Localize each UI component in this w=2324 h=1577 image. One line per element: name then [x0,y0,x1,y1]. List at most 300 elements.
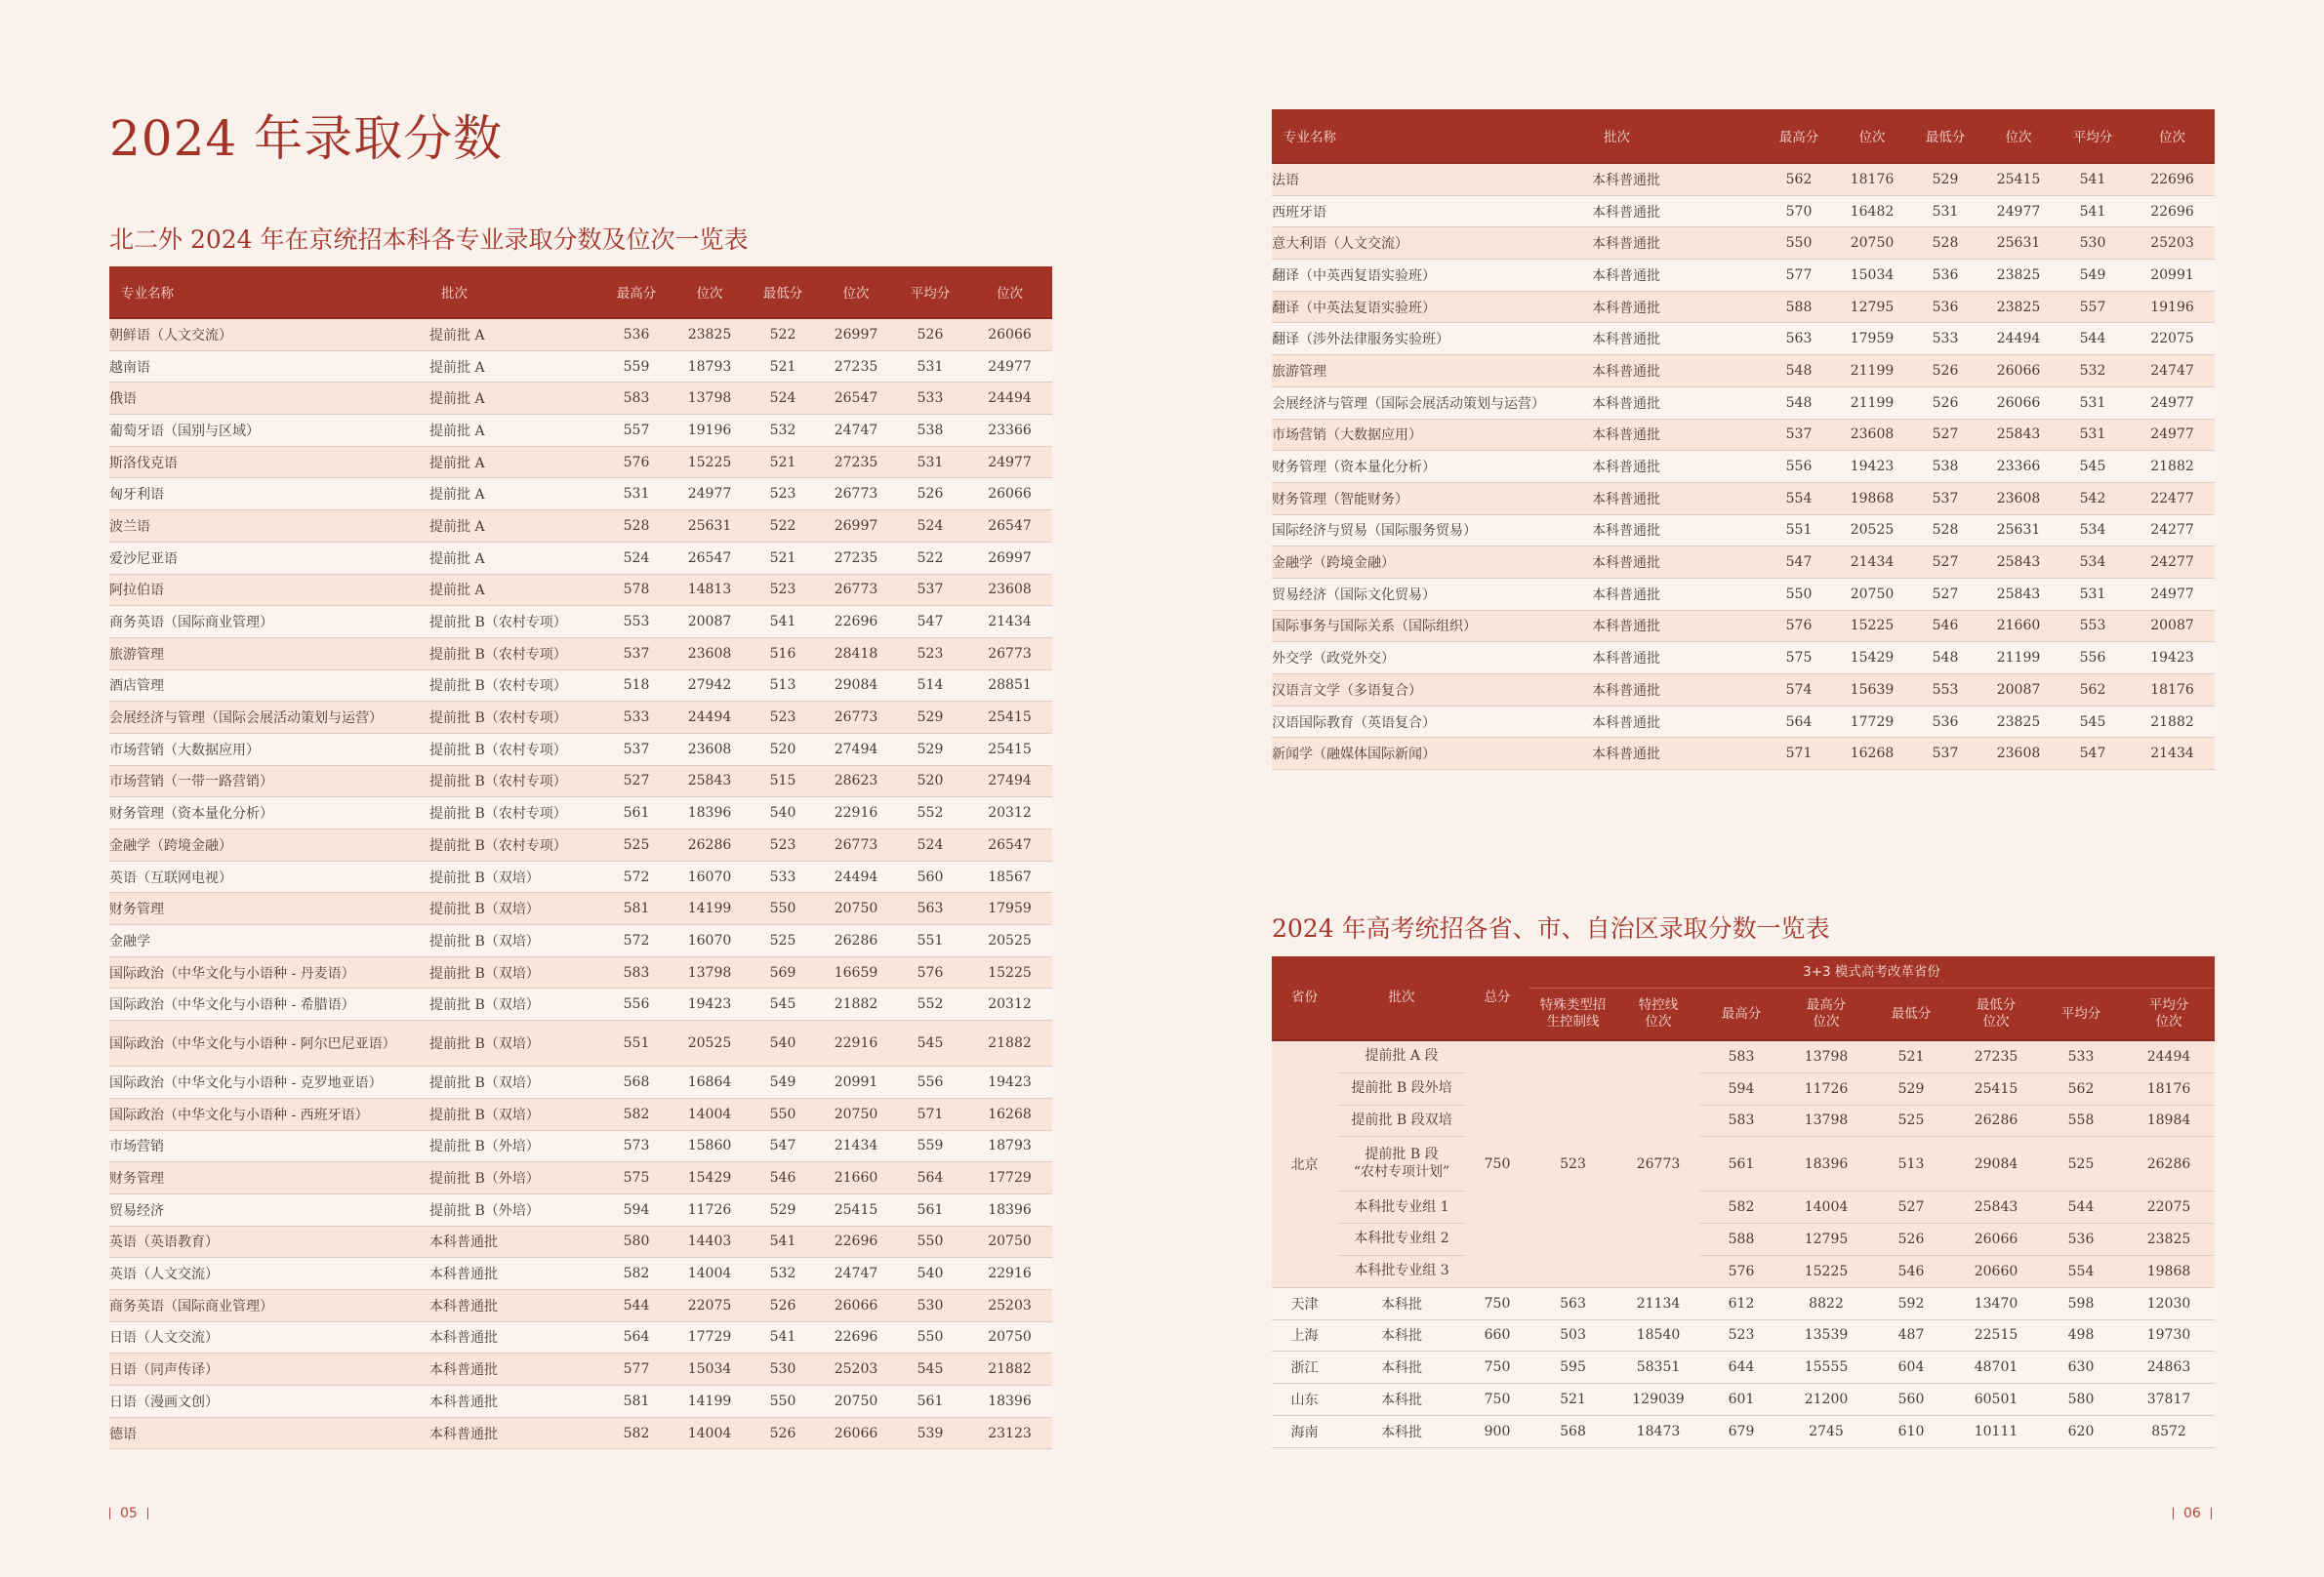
score-cell: 20750 [967,1321,1052,1354]
score-cell: 556 [600,989,673,1021]
score-cell: 524 [893,510,967,543]
score-cell: 20087 [2130,610,2215,642]
score-cell: 24977 [2130,578,2215,610]
score-cell: 550 [747,1386,819,1418]
score-cell: 524 [747,383,819,415]
score-cell: 26547 [819,383,893,415]
score-cell: 17729 [967,1162,1052,1194]
table-row [1272,546,2215,579]
score-cell: 538 [1909,451,1981,483]
right-table-body [1272,163,2215,770]
batch-cell: 提前批 B（双培） [429,861,600,893]
score-cell: 554 [2039,1255,2123,1287]
score-cell: 561 [600,797,673,829]
score-cell: 551 [1763,514,1835,546]
batch-cell: 本科批 [1337,1384,1466,1416]
batch-cell: 本科普通批 [1592,674,1763,707]
score-cell: 21882 [967,1354,1052,1386]
score-cell: 525 [747,925,819,957]
score-cell: 18793 [967,1130,1052,1162]
score-cell: 580 [600,1226,673,1258]
table-row [109,1289,1052,1321]
score-cell: 27494 [967,765,1052,797]
batch-cell: 提前批 B（双培） [429,956,600,989]
table-row [1272,706,2215,738]
major-name-cell: 西班牙语 [1272,195,1592,227]
table-row [1272,610,2215,642]
score-cell: 26066 [967,318,1052,350]
right-table-header [1272,109,2215,163]
score-cell: 26997 [819,510,893,543]
score-cell: 23608 [1981,738,2056,770]
score-cell: 521 [1869,1040,1953,1072]
table-row [109,989,1052,1021]
table-row [1272,1384,2215,1416]
batch-cell: 提前批 B（农村专项） [429,637,600,669]
score-cell: 24494 [2123,1040,2215,1072]
score-cell: 541 [747,1321,819,1354]
province-header-batch: 批次 [1337,956,1466,1040]
score-cell: 530 [893,1289,967,1321]
batch-cell: 本科普通批 [1592,419,1763,451]
score-cell: 27494 [819,733,893,765]
major-name-cell: 俄语 [109,383,429,415]
score-cell: 21882 [819,989,893,1021]
score-cell: 679 [1699,1415,1783,1447]
score-cell: 26773 [819,478,893,510]
score-cell: 531 [2056,578,2130,610]
batch-cell: 提前批 A [429,510,600,543]
score-cell: 576 [893,956,967,989]
score-cell: 528 [1909,514,1981,546]
batch-cell: 本科普通批 [1592,642,1763,674]
score-cell: 523 [747,702,819,734]
score-cell: 551 [893,925,967,957]
table-row [109,637,1052,669]
score-cell: 529 [893,702,967,734]
score-cell: 513 [1869,1137,1953,1192]
major-name-cell: 法语 [1272,163,1592,195]
score-cell: 15225 [1783,1255,1869,1287]
table-row [109,797,1052,829]
score-cell: 537 [600,637,673,669]
score-cell: 576 [1699,1255,1783,1287]
column-header: 位次 [819,266,893,318]
score-cell: 25843 [673,765,747,797]
major-name-cell: 翻译（中英西复语实验班） [1272,260,1592,292]
score-cell: 522 [747,510,819,543]
score-cell: 526 [893,478,967,510]
score-cell: 8822 [1783,1287,1869,1319]
major-name-cell: 阿拉伯语 [109,574,429,606]
score-cell: 24977 [2130,419,2215,451]
major-name-cell: 商务英语（国际商业管理） [109,1289,429,1321]
score-cell: 545 [893,1354,967,1386]
batch-cell: 提前批 B（外培） [429,1193,600,1226]
batch-cell: 本科普通批 [1592,514,1763,546]
score-cell: 24747 [819,415,893,447]
score-cell: 22696 [2130,163,2215,195]
score-cell: 28851 [967,669,1052,702]
score-cell: 548 [1763,355,1835,387]
major-name-cell: 金融学 [109,925,429,957]
batch-cell: 本科普通批 [1592,386,1763,419]
score-cell: 545 [893,1021,967,1067]
score-cell: 23825 [1981,260,2056,292]
score-cell: 25631 [673,510,747,543]
batch-cell: 本科普通批 [1592,546,1763,579]
table-row [109,1021,1052,1067]
score-cell: 558 [2039,1105,2123,1137]
score-cell: 25203 [819,1354,893,1386]
score-cell: 20525 [673,1021,747,1067]
batch-cell: 本科普通批 [429,1417,600,1449]
score-cell: 542 [2056,482,2130,514]
score-cell: 521 [747,542,819,574]
score-cell: 24494 [1981,323,2056,355]
score-cell: 548 [1763,386,1835,419]
batch-cell: 本科普通批 [429,1226,600,1258]
batch-cell: 提前批 A 段 [1337,1040,1466,1072]
province-header-max: 最高分 [1699,989,1783,1041]
score-cell: 582 [600,1417,673,1449]
score-cell: 554 [1763,482,1835,514]
score-cell: 546 [1909,610,1981,642]
score-cell: 540 [893,1258,967,1290]
score-cell: 15034 [1835,260,1909,292]
column-header: 位次 [2130,109,2215,163]
score-cell: 563 [1529,1287,1617,1319]
column-header: 位次 [673,266,747,318]
score-cell: 582 [600,1258,673,1290]
province-header-max-rank [1783,989,1869,1041]
score-cell: 25843 [1981,546,2056,579]
table-row [109,1130,1052,1162]
column-header: 最低分 [747,266,819,318]
score-cell: 13470 [1953,1287,2039,1319]
major-name-cell: 翻译（中英法复语实验班） [1272,291,1592,323]
score-cell: 598 [2039,1287,2123,1319]
score-cell: 552 [893,989,967,1021]
score-cell: 545 [2056,706,2130,738]
score-cell: 25415 [819,1193,893,1226]
score-cell: 561 [893,1386,967,1418]
score-cell: 547 [2056,738,2130,770]
score-cell: 750 [1466,1287,1529,1319]
batch-cell: 本科批 [1337,1415,1466,1447]
score-cell: 21882 [2130,451,2215,483]
batch-cell: 本科普通批 [1592,163,1763,195]
table-row [1272,1192,2215,1224]
batch-cell: 提前批 B 段双培 [1337,1105,1466,1137]
table-row [109,1067,1052,1099]
score-cell: 24977 [967,446,1052,478]
score-cell: 581 [600,893,673,925]
batch-cell: 提前批 B（农村专项） [429,606,600,638]
column-header: 最高分 [600,266,673,318]
score-cell: 23608 [1981,482,2056,514]
batch-cell: 提前批 B（双培） [429,1021,600,1067]
table-row [109,574,1052,606]
header-text: 最低分位次 [1976,997,2017,1030]
score-cell: 545 [2056,451,2130,483]
score-cell: 556 [1763,451,1835,483]
score-cell: 21199 [1981,642,2056,674]
score-cell: 10111 [1953,1415,2039,1447]
score-cell: 24494 [673,702,747,734]
score-cell: 14199 [673,1386,747,1418]
score-cell: 21660 [819,1162,893,1194]
score-cell: 26773 [819,702,893,734]
score-cell: 22696 [2130,195,2215,227]
score-cell: 533 [1909,323,1981,355]
major-name-cell: 日语（人文交流） [109,1321,429,1354]
score-cell: 12030 [2123,1287,2215,1319]
score-cell: 24747 [819,1258,893,1290]
score-cell: 531 [600,478,673,510]
score-cell: 594 [600,1193,673,1226]
score-cell: 533 [600,702,673,734]
table-row [1272,195,2215,227]
table-row [109,1258,1052,1290]
table-row [1272,1137,2215,1192]
batch-cell: 提前批 A [429,446,600,478]
score-cell: 560 [1869,1384,1953,1416]
score-cell: 559 [893,1130,967,1162]
score-cell: 18396 [673,797,747,829]
score-cell: 26286 [1953,1105,2039,1137]
batch-cell: 本科普通批 [429,1354,600,1386]
score-cell: 22916 [819,1021,893,1067]
table-row [1272,1255,2215,1287]
score-cell: 14004 [673,1098,747,1130]
score-cell: 22696 [819,1321,893,1354]
batch-cell: 本科普通批 [1592,578,1763,610]
score-cell: 521 [747,446,819,478]
score-cell: 16268 [1835,738,1909,770]
score-cell: 550 [893,1226,967,1258]
score-cell: 549 [2056,260,2130,292]
score-cell: 527 [600,765,673,797]
score-cell: 564 [600,1321,673,1354]
major-name-cell: 贸易经济（国际文化贸易） [1272,578,1592,610]
major-name-cell: 市场营销（大数据应用） [1272,419,1592,451]
major-name-cell: 市场营销 [109,1130,429,1162]
score-cell: 21882 [2130,706,2215,738]
score-cell: 529 [1909,163,1981,195]
score-cell: 520 [893,765,967,797]
score-cell: 19423 [673,989,747,1021]
score-cell: 553 [600,606,673,638]
score-cell: 19196 [2130,291,2215,323]
score-cell: 487 [1869,1319,1953,1352]
score-cell: 24747 [2130,355,2215,387]
score-cell: 531 [893,446,967,478]
score-cell: 532 [2056,355,2130,387]
score-cell: 532 [747,415,819,447]
score-cell: 583 [1699,1040,1783,1072]
score-cell: 20525 [967,925,1052,957]
score-cell: 575 [1763,642,1835,674]
score-cell: 521 [747,350,819,383]
province-cell: 天津 [1272,1287,1337,1319]
score-cell: 592 [1869,1287,1953,1319]
score-cell: 17959 [967,893,1052,925]
table-row [109,1417,1052,1449]
table-row [1272,1224,2215,1256]
score-cell: 581 [600,1386,673,1418]
score-cell: 26773 [819,829,893,862]
score-cell: 15034 [673,1354,747,1386]
batch-cell: 本科普通批 [429,1386,600,1418]
score-cell: 60501 [1953,1384,2039,1416]
major-name-cell: 汉语言文学（多语复合） [1272,674,1592,707]
right-score-table [1272,109,2215,770]
table-row [1272,642,2215,674]
score-cell: 23123 [967,1417,1052,1449]
table-row [109,956,1052,989]
score-cell: 24977 [2130,386,2215,419]
score-cell: 544 [2039,1192,2123,1224]
column-header: 批次 [1592,109,1763,163]
table-row [1272,291,2215,323]
batch-cell: 本科批 [1337,1319,1466,1352]
score-cell: 537 [893,574,967,606]
score-cell: 550 [1763,578,1835,610]
score-cell: 23608 [673,733,747,765]
major-name-cell: 财务管理 [109,893,429,925]
score-cell: 27235 [819,542,893,574]
score-cell: 540 [747,1021,819,1067]
score-cell: 16070 [673,861,747,893]
major-name-cell: 财务管理（资本量化分析） [1272,451,1592,483]
batch-cell: 提前批 A [429,542,600,574]
score-cell: 564 [1763,706,1835,738]
major-name-cell: 酒店管理 [109,669,429,702]
score-cell: 26547 [967,510,1052,543]
batch-cell: 提前批 B（双培） [429,893,600,925]
major-name-cell: 国际政治（中华文化与小语种 - 阿尔巴尼亚语） [109,1021,429,1067]
left-table-body [109,318,1052,1449]
score-cell: 553 [2056,610,2130,642]
score-cell: 547 [747,1130,819,1162]
score-cell: 18567 [967,861,1052,893]
score-cell: 8572 [2123,1415,2215,1447]
major-name-cell: 爱沙尼亚语 [109,542,429,574]
province-header-min: 最低分 [1869,989,1953,1041]
major-name-cell: 意大利语（人文交流） [1272,227,1592,260]
score-cell: 583 [600,956,673,989]
table-row [109,350,1052,383]
score-cell: 561 [1699,1137,1783,1192]
score-cell: 561 [893,1193,967,1226]
score-cell: 26547 [967,829,1052,862]
score-cell: 20087 [673,606,747,638]
score-cell: 527 [1869,1192,1953,1224]
province-table-body [1272,1040,2215,1447]
score-cell: 23825 [1981,706,2056,738]
score-cell: 569 [747,956,819,989]
column-header: 批次 [429,266,600,318]
score-cell: 540 [747,797,819,829]
major-name-cell: 会展经济与管理（国际会展活动策划与运营） [109,702,429,734]
score-cell: 533 [893,383,967,415]
score-cell: 522 [747,318,819,350]
table-row [1272,1040,2215,1072]
major-name-cell: 朝鲜语（人文交流） [109,318,429,350]
score-cell: 503 [1529,1319,1617,1352]
table-row [109,542,1052,574]
table-row [109,1193,1052,1226]
table-row [1272,1287,2215,1319]
score-cell: 529 [893,733,967,765]
score-cell: 18176 [2130,674,2215,707]
table-row [1272,578,2215,610]
score-cell: 556 [893,1067,967,1099]
score-cell: 594 [1699,1072,1783,1105]
score-cell: 529 [747,1193,819,1226]
score-cell: 21434 [2130,738,2215,770]
score-cell: 541 [2056,195,2130,227]
score-cell: 20991 [819,1067,893,1099]
score-cell: 58351 [1617,1352,1699,1384]
table-row [1272,1072,2215,1105]
score-cell: 574 [1763,674,1835,707]
province-cell: 上海 [1272,1319,1337,1352]
score-cell: 19868 [2123,1255,2215,1287]
score-cell: 15860 [673,1130,747,1162]
special-line-cell: 523 [1529,1040,1617,1287]
column-header: 位次 [967,266,1052,318]
score-cell: 17729 [673,1321,747,1354]
score-cell: 538 [893,415,967,447]
table-row [109,1321,1052,1354]
score-cell: 28623 [819,765,893,797]
batch-cell: 本科普通批 [1592,706,1763,738]
score-cell: 523 [747,574,819,606]
major-name-cell: 德语 [109,1417,429,1449]
score-cell: 580 [2039,1384,2123,1416]
score-cell: 18396 [967,1193,1052,1226]
score-cell: 129039 [1617,1384,1699,1416]
score-cell: 523 [747,829,819,862]
batch-cell: 提前批 A [429,478,600,510]
table-row [1272,323,2215,355]
major-name-cell: 国际政治（中华文化与小语种 - 丹麦语） [109,956,429,989]
column-header: 专业名称 [109,266,429,318]
score-cell: 16659 [819,956,893,989]
score-cell: 536 [1909,260,1981,292]
table-row [109,1098,1052,1130]
score-cell: 26773 [819,574,893,606]
score-cell: 26286 [2123,1137,2215,1192]
table-row [1272,482,2215,514]
score-cell: 23608 [673,637,747,669]
score-cell: 546 [1869,1255,1953,1287]
score-cell: 550 [893,1321,967,1354]
table-row [109,478,1052,510]
major-name-cell: 英语（互联网电视） [109,861,429,893]
score-cell: 28418 [819,637,893,669]
score-cell: 528 [600,510,673,543]
score-cell: 550 [747,1098,819,1130]
left-table-title: 北二外 2024 年在京统招本科各专业录取分数及位次一览表 [109,225,749,254]
major-name-cell: 翻译（涉外法律服务实验班） [1272,323,1592,355]
table-row [1272,1105,2215,1137]
batch-cell: 提前批 B（农村专项） [429,733,600,765]
score-cell: 524 [600,542,673,574]
score-cell: 14004 [1783,1192,1869,1224]
